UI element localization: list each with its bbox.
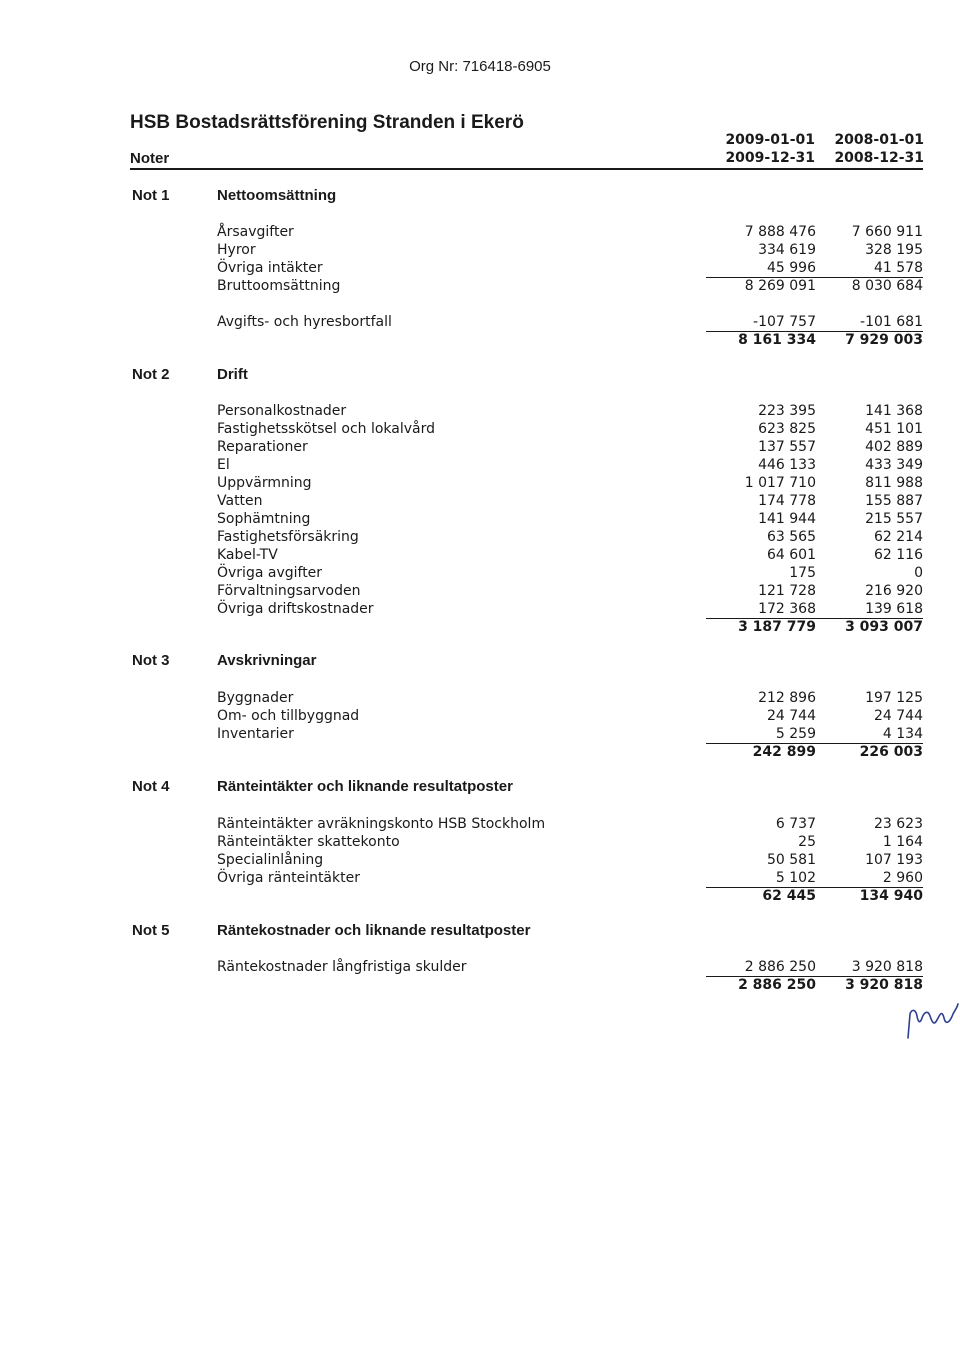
row-value-current: 1 017 710 (744, 475, 816, 491)
row-value-current: 141 944 (758, 511, 816, 527)
note-1-label: Not 1 (132, 187, 170, 204)
row-label: Bruttoomsättning (217, 278, 341, 294)
row-label: Övriga ränteintäkter (217, 870, 360, 886)
row-value-previous: -101 681 (813, 313, 923, 332)
note-5-label: Not 5 (132, 922, 170, 939)
row-label: Övriga intäkter (217, 260, 323, 276)
note-3-total-previous: 226 003 (859, 744, 923, 760)
row-label: Årsavgifter (217, 224, 294, 240)
row-value-current: -107 757 (706, 313, 816, 332)
row-value-current: 64 601 (767, 547, 816, 563)
row-value-previous: 1 164 (882, 834, 923, 850)
note-5-total-current: 2 886 250 (738, 977, 816, 993)
row-label: Fastighetsförsäkring (217, 529, 359, 545)
row-value-previous: 8 030 684 (851, 278, 923, 294)
row-value-current: 212 896 (758, 690, 816, 706)
row-value-previous: 139 618 (813, 600, 923, 619)
row-label: Vatten (217, 493, 263, 509)
row-value-previous: 3 920 818 (813, 958, 923, 977)
row-value-current: 24 744 (767, 708, 816, 724)
row-value-previous: 4 134 (813, 725, 923, 744)
row-value-current: 45 996 (706, 259, 816, 278)
note-3-label: Not 3 (132, 652, 170, 669)
row-label: Övriga avgifter (217, 565, 323, 581)
row-value-current: 8 269 091 (744, 278, 816, 294)
row-value-current: 623 825 (758, 421, 816, 437)
row-value-current: 5 102 (706, 869, 816, 888)
row-label: Övriga driftskostnader (217, 601, 374, 617)
row-label: Ränteintäkter avräkningskonto HSB Stockholm (217, 816, 546, 832)
note-2-total-previous: 3 093 007 (845, 619, 923, 635)
row-label: Om- och tillbyggnad (217, 708, 360, 724)
row-label: Hyror (217, 242, 256, 258)
row-value-current: 175 (789, 565, 816, 581)
row-label: Uppvärmning (217, 475, 312, 491)
row-value-previous: 215 557 (865, 511, 923, 527)
row-label: Specialinlåning (217, 852, 324, 868)
note-4-title: Ränteintäkter och liknande resultatposter (217, 778, 513, 795)
row-value-current: 446 133 (758, 457, 816, 473)
row-value-current: 334 619 (758, 242, 816, 258)
row-value-previous: 24 744 (874, 708, 923, 724)
row-label: Byggnader (217, 690, 294, 706)
row-value-current: 50 581 (767, 852, 816, 868)
period-current-to: 2009-12-31 (725, 150, 815, 166)
row-value-current: 63 565 (767, 529, 816, 545)
section-heading: Noter (130, 150, 170, 167)
note-2-total-current: 3 187 779 (738, 619, 816, 635)
row-value-current: 174 778 (758, 493, 816, 509)
row-label: Ränteintäkter skattekonto (217, 834, 400, 850)
row-value-current: 6 737 (775, 816, 816, 832)
period-previous (794, 131, 924, 167)
row-value-previous: 62 214 (874, 529, 923, 545)
note-3-total-current: 242 899 (752, 744, 816, 760)
row-label: Kabel-TV (217, 547, 278, 563)
row-value-current: 2 886 250 (706, 958, 816, 977)
row-value-previous: 23 623 (874, 816, 923, 832)
note-5-total-previous: 3 920 818 (845, 977, 923, 993)
row-value-previous: 62 116 (874, 547, 923, 563)
row-value-previous: 197 125 (865, 690, 923, 706)
note-1-title: Nettoomsättning (217, 187, 337, 204)
row-value-current: 25 (798, 834, 816, 850)
row-value-current: 137 557 (758, 439, 816, 455)
header-divider (130, 168, 923, 170)
document-title: HSB Bostadsrättsförening Stranden i Ekerö (130, 112, 524, 133)
note-2-title: Drift (217, 366, 248, 383)
row-value-previous: 41 578 (813, 259, 923, 278)
row-value-previous: 328 195 (865, 242, 923, 258)
note-4-label: Not 4 (132, 778, 170, 795)
row-value-previous: 141 368 (865, 403, 923, 419)
note-2-label: Not 2 (132, 366, 170, 383)
row-value-previous: 155 887 (865, 493, 923, 509)
row-value-previous: 433 349 (865, 457, 923, 473)
row-value-current: 172 368 (706, 600, 816, 619)
row-value-current: 121 728 (758, 583, 816, 599)
row-value-current: 223 395 (758, 403, 816, 419)
row-value-previous: 451 101 (865, 421, 923, 437)
row-label: Sophämtning (217, 511, 311, 527)
row-value-previous: 2 960 (813, 869, 923, 888)
note-4-total-current: 62 445 (762, 888, 816, 904)
row-label: Reparationer (217, 439, 308, 455)
period-current-from: 2009-01-01 (725, 132, 815, 148)
row-label: Förvaltningsarvoden (217, 583, 361, 599)
row-label: El (217, 457, 230, 473)
row-value-previous: 107 193 (865, 852, 923, 868)
row-label: Räntekostnader långfristiga skulder (217, 959, 467, 975)
row-label: Inventarier (217, 726, 294, 742)
note-1-total-previous: 7 929 003 (845, 332, 923, 348)
note-4-total-previous: 134 940 (859, 888, 923, 904)
row-value-previous: 7 660 911 (851, 224, 923, 240)
row-label: Avgifts- och hyresbortfall (217, 314, 392, 330)
org-number: Org Nr: 716418-6905 (409, 58, 551, 75)
period-previous-from: 2008-01-01 (834, 132, 924, 148)
row-label: Fastighetsskötsel och lokalvård (217, 421, 436, 437)
note-1-total-current: 8 161 334 (738, 332, 816, 348)
note-5-title: Räntekostnader och liknande resultatposter (217, 922, 531, 939)
row-value-previous: 0 (914, 565, 923, 581)
row-value-previous: 811 988 (865, 475, 923, 491)
handwritten-signature (900, 1000, 960, 1040)
row-value-current: 5 259 (706, 725, 816, 744)
row-value-previous: 402 889 (865, 439, 923, 455)
note-3-title: Avskrivningar (217, 652, 317, 669)
row-label: Personalkostnader (217, 403, 347, 419)
row-value-previous: 216 920 (865, 583, 923, 599)
period-previous-to: 2008-12-31 (834, 150, 924, 166)
row-value-current: 7 888 476 (744, 224, 816, 240)
